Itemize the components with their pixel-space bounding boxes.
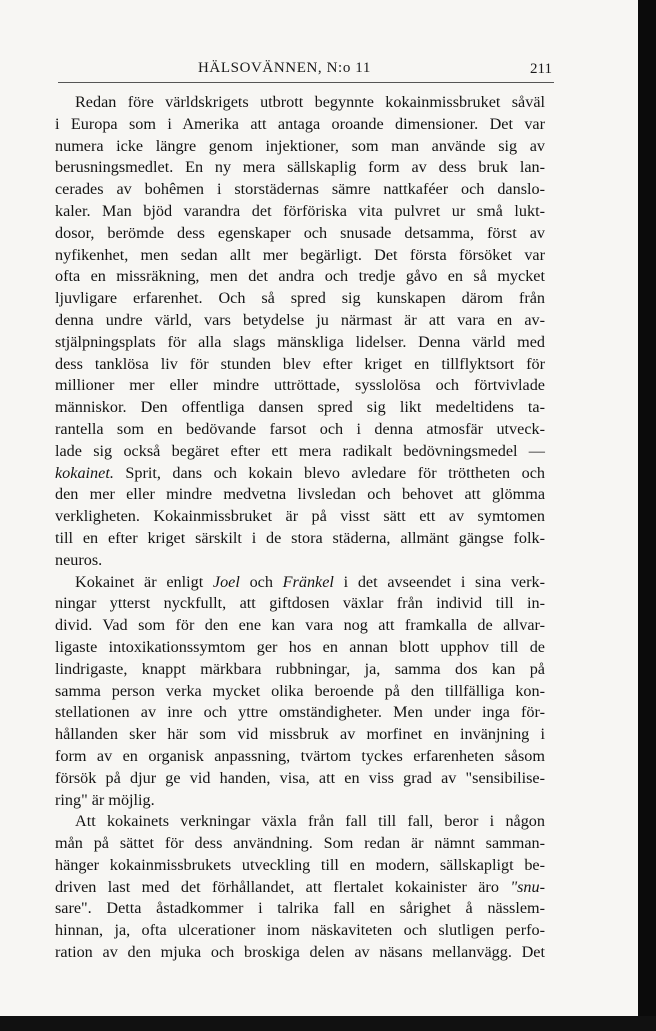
page-header	[58, 56, 554, 83]
text-line: stellationen av inre och yttre omständigheter. Men under inga för-	[55, 703, 545, 722]
text-line: den mer eller mindre medvetna livsledan och behovet att glömma	[55, 485, 545, 504]
text-line: stjälpningsplats för alla slags mänskliga lidelser. Denna värld med	[55, 332, 545, 351]
text-line: ration av den mjuka och broskiga delen av näsans mellanvägg. Det	[55, 943, 545, 962]
text-line: till en efter kriget särskilt i de stora städerna, allmänt gängse folk-	[55, 528, 545, 547]
text-line: lindrigaste, knappt märkbara rubbningar, ja, samma dos kan på	[55, 659, 545, 678]
text-line: ningar ytterst nyckfullt, att giftdosen växlar från individ till in-	[55, 594, 545, 613]
text-line: nyfikenhet, men sedan allt mer begärligt. Det första försöket var	[55, 245, 545, 264]
paragraph	[55, 811, 545, 964]
text-line: dosor, berömde dess egenskaper och snusade detsamma, först av	[55, 223, 545, 242]
text-line: form av en organisk anpassning, tvärtom tyckes erfarenheten såsom	[55, 746, 545, 765]
text-line: numera icke längre genom injektioner, som man använde sig av	[55, 136, 545, 155]
text-line: människor. Den offentliga dansen spred sig likt medeltidens ta-	[55, 398, 545, 417]
text-line: dess tanklösa liv för stunden blev efter kriget en tillflyktsort för	[55, 354, 545, 373]
scan-edge-bottom	[0, 1016, 656, 1031]
text-line: samma person verka mycket olika beroende på den tillfälliga kon-	[55, 681, 545, 700]
running-head: HÄLSOVÄNNEN, N:o 11	[198, 60, 371, 76]
text-line: verkligheten. Kokainmissbruket är på visst sätt ett av symtomen	[55, 507, 545, 526]
text-line: driven last med det förhållandet, att flertalet kokainister äro "snu-	[55, 877, 545, 896]
scan-edge-right	[638, 0, 656, 1031]
text-line: hinnan, ja, ofta ulcerationer inom näskaviteten och slutligen perfo-	[55, 921, 545, 940]
text-line: Redan före världskrigets utbrott begynnte kokainmissbruket såväl	[75, 93, 545, 111]
text-line: Kokainet är enligt Joel och Fränkel i det avseendet i sina verk-	[75, 572, 545, 591]
paragraph	[55, 92, 545, 572]
text-line: millioner mer eller mindre uttröttade, sysslolösa och förtvivlade	[55, 376, 545, 395]
page-number: 211	[530, 61, 552, 77]
text-line: kokainet. Sprit, dans och kokain blevo avledare för tröttheten och	[55, 463, 545, 482]
text-line: ljuvligare erfarenhet. Och så spred sig kunskapen därom från	[55, 289, 545, 308]
text-line: ring" är möjlig.	[55, 790, 155, 809]
text-line: berusningsmedlet. En ny mera sällskaplig form av dess bruk lan-	[55, 158, 545, 177]
text-line: cerades av bohêmen i storstädernas sämre nattkaféer och danslo-	[55, 180, 545, 199]
body-text	[55, 92, 545, 964]
text-line: ofta en missräkning, men det andra och tredje gåvo en så mycket	[55, 267, 545, 286]
text-line: mån på sättet för dess användning. Som redan är nämnt samman-	[55, 834, 545, 853]
text-line: hänger kokainmissbrukets utveckling till en modern, sällskapligt be-	[55, 855, 545, 874]
paragraph	[55, 572, 545, 812]
text-line: försök på djur ge vid handen, visa, att en viss grad av "sensibilise-	[55, 768, 545, 787]
text-line: rantella som en bedövande farsot och i denna atmosfär utveck-	[55, 419, 545, 438]
text-line: ligaste intoxikationssymtom ger hos en annan blott upphov till de	[55, 637, 545, 656]
text-line: i Europa som i Amerika att antaga oroande dimensioner. Det var	[55, 114, 545, 133]
text-line: lade sig också begäret efter ett mera radikalt bedövningsmedel —	[55, 441, 545, 460]
text-line: denna undre värld, vars betydelse ju närmast är att vara en av-	[55, 310, 545, 329]
text-line: kaler. Man bjöd varandra det förföriska vita pulvret ur små lukt-	[55, 201, 545, 220]
text-line: divid. Vad som för den ene kan vara nog att framkalla de allvar-	[55, 616, 545, 635]
text-line: hållanden sker här som vid missbruk av morfinet en invänjning i	[55, 725, 545, 744]
text-line: Att kokainets verkningar växla från fall till fall, beror i någon	[75, 812, 545, 831]
text-line: sare". Detta åstadkommer i talrika fall en sårighet å nässlem-	[55, 899, 545, 918]
text-line: neuros.	[55, 550, 103, 569]
